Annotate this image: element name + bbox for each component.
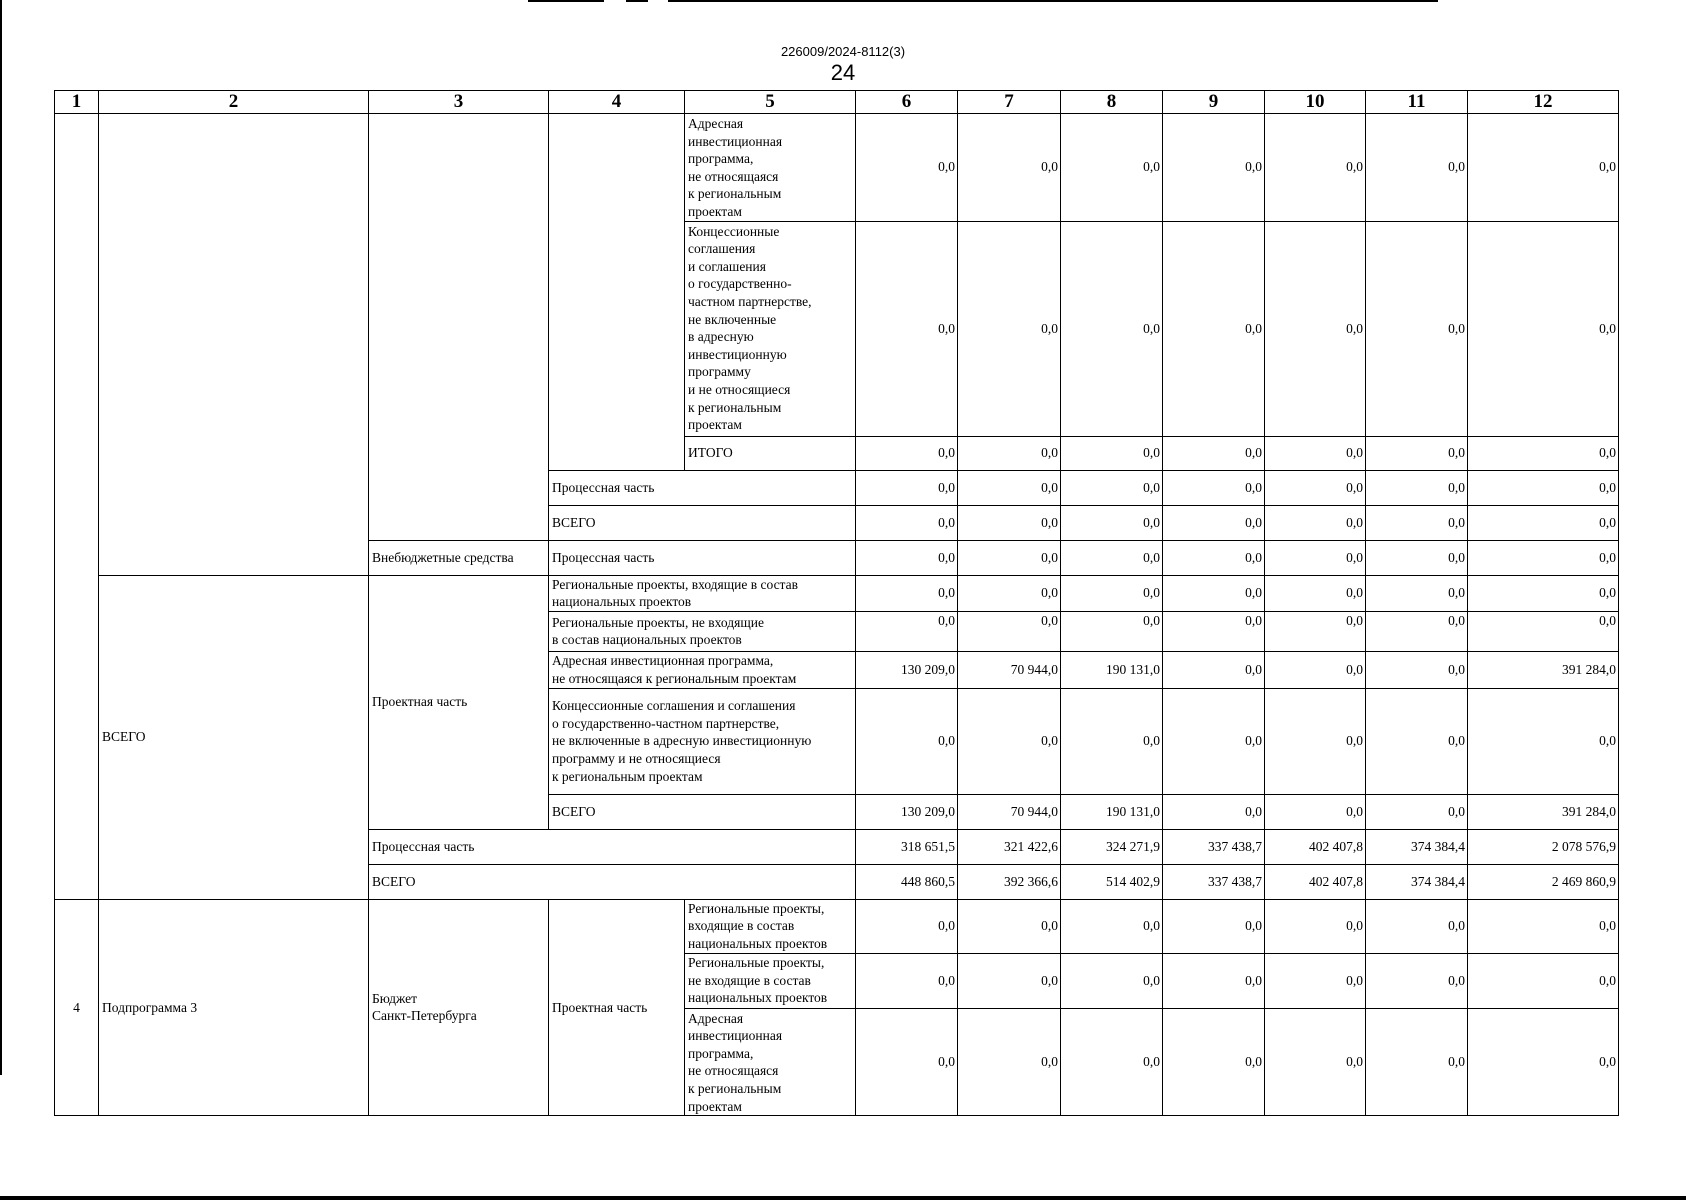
value-cell: 318 651,5 — [856, 829, 958, 864]
value-cell: 2 469 860,9 — [1468, 864, 1619, 899]
column-number-header-row — [55, 91, 1619, 114]
value-cell: 0,0 — [1265, 794, 1366, 829]
value-cell: 0,0 — [1468, 114, 1619, 222]
value-cell: 514 402,9 — [1061, 864, 1163, 899]
value-cell: 0,0 — [1468, 470, 1619, 505]
value-cell: 0,0 — [958, 114, 1061, 222]
table-row — [55, 899, 1619, 953]
top-scan-rule — [626, 0, 648, 2]
value-cell: 0,0 — [958, 1008, 1061, 1116]
value-cell: 0,0 — [1061, 1008, 1163, 1116]
top-scan-rule — [528, 0, 604, 2]
value-cell: 0,0 — [1265, 470, 1366, 505]
funding-source-cell — [369, 114, 549, 541]
column-header: 8 — [1061, 91, 1163, 114]
value-cell: 0,0 — [856, 436, 958, 470]
value-cell: 0,0 — [1468, 575, 1619, 611]
row-number: 4 — [55, 899, 99, 1115]
value-cell: 0,0 — [1163, 575, 1265, 611]
value-cell: 0,0 — [1061, 611, 1163, 651]
value-cell: 0,0 — [958, 505, 1061, 540]
value-cell: 0,0 — [856, 575, 958, 611]
program-name-label: ВСЕГО — [99, 575, 369, 899]
value-cell: 0,0 — [1366, 114, 1468, 222]
row-label: Процессная часть — [549, 540, 856, 575]
row-label: Процессная часть — [549, 470, 856, 505]
value-cell: 0,0 — [1468, 899, 1619, 953]
column-header: 10 — [1265, 91, 1366, 114]
value-cell: 0,0 — [1163, 114, 1265, 222]
value-cell: 0,0 — [1061, 540, 1163, 575]
value-cell: 324 271,9 — [1061, 829, 1163, 864]
value-cell: 0,0 — [1366, 575, 1468, 611]
value-cell: 0,0 — [1468, 611, 1619, 651]
value-cell: 130 209,0 — [856, 651, 958, 688]
column-header: 4 — [549, 91, 685, 114]
row-label: ИТОГО — [685, 436, 856, 470]
value-cell: 0,0 — [958, 953, 1061, 1008]
value-cell: 0,0 — [1366, 651, 1468, 688]
page-number: 24 — [830, 60, 856, 85]
value-cell: 0,0 — [1061, 221, 1163, 436]
value-cell: 0,0 — [1265, 221, 1366, 436]
value-cell: 448 860,5 — [856, 864, 958, 899]
table-row — [55, 114, 1619, 222]
value-cell: 0,0 — [1265, 436, 1366, 470]
value-cell: 70 944,0 — [958, 794, 1061, 829]
value-cell: 0,0 — [1468, 688, 1619, 794]
value-cell: 0,0 — [1265, 688, 1366, 794]
bottom-scan-rule — [0, 1196, 1686, 1200]
value-cell: 0,0 — [1163, 794, 1265, 829]
value-cell: 0,0 — [1163, 899, 1265, 953]
value-cell: 402 407,8 — [1265, 829, 1366, 864]
value-cell: 0,0 — [1163, 953, 1265, 1008]
value-cell: 0,0 — [1366, 1008, 1468, 1116]
left-scan-edge — [0, 0, 2, 1075]
value-cell: 0,0 — [1265, 114, 1366, 222]
row-label: Адресная инвестиционная программа, не относящаяся к региональным проектам — [685, 1008, 856, 1116]
value-cell: 337 438,7 — [1163, 829, 1265, 864]
column-header: 7 — [958, 91, 1061, 114]
value-cell: 392 366,6 — [958, 864, 1061, 899]
funding-source-label: Внебюджетные средства — [369, 540, 549, 575]
row-label: ВСЕГО — [549, 794, 856, 829]
value-cell: 130 209,0 — [856, 794, 958, 829]
value-cell: 0,0 — [1163, 651, 1265, 688]
value-cell: 0,0 — [1265, 1008, 1366, 1116]
budget-table — [54, 90, 1619, 1116]
column-header: 9 — [1163, 91, 1265, 114]
part-cell — [549, 114, 685, 471]
value-cell: 337 438,7 — [1163, 864, 1265, 899]
value-cell: 0,0 — [1468, 436, 1619, 470]
value-cell: 0,0 — [856, 953, 958, 1008]
value-cell: 0,0 — [1163, 1008, 1265, 1116]
value-cell: 0,0 — [1163, 540, 1265, 575]
row-label: Процессная часть — [369, 829, 856, 864]
value-cell: 0,0 — [1265, 505, 1366, 540]
value-cell: 0,0 — [1468, 221, 1619, 436]
value-cell: 0,0 — [1061, 953, 1163, 1008]
row-label: Региональные проекты, не входящие в состав национальных проектов — [549, 611, 856, 651]
value-cell: 0,0 — [958, 688, 1061, 794]
row-label: Региональные проекты, не входящие в состав национальных проектов — [685, 953, 856, 1008]
value-cell: 0,0 — [1468, 540, 1619, 575]
value-cell: 0,0 — [958, 899, 1061, 953]
part-label: Проектная часть — [549, 899, 685, 1115]
value-cell: 0,0 — [1265, 899, 1366, 953]
value-cell: 0,0 — [1468, 953, 1619, 1008]
value-cell: 0,0 — [1366, 611, 1468, 651]
value-cell: 0,0 — [1366, 221, 1468, 436]
value-cell: 0,0 — [1265, 953, 1366, 1008]
part-label: Проектная часть — [369, 575, 549, 829]
value-cell: 0,0 — [1366, 436, 1468, 470]
value-cell: 0,0 — [856, 1008, 958, 1116]
program-name-cell — [99, 114, 369, 576]
value-cell: 0,0 — [1366, 794, 1468, 829]
value-cell: 0,0 — [1163, 221, 1265, 436]
value-cell: 0,0 — [1163, 611, 1265, 651]
value-cell: 0,0 — [1366, 470, 1468, 505]
value-cell: 0,0 — [1265, 651, 1366, 688]
value-cell: 0,0 — [958, 470, 1061, 505]
value-cell: 0,0 — [856, 899, 958, 953]
value-cell: 0,0 — [1163, 505, 1265, 540]
value-cell: 0,0 — [958, 575, 1061, 611]
value-cell: 0,0 — [856, 540, 958, 575]
value-cell: 0,0 — [1163, 436, 1265, 470]
value-cell: 391 284,0 — [1468, 794, 1619, 829]
value-cell: 0,0 — [1366, 899, 1468, 953]
value-cell: 70 944,0 — [958, 651, 1061, 688]
row-label: Адресная инвестиционная программа, не относящаяся к региональным проектам — [549, 651, 856, 688]
value-cell: 190 131,0 — [1061, 794, 1163, 829]
value-cell: 0,0 — [958, 436, 1061, 470]
value-cell: 0,0 — [856, 505, 958, 540]
column-header: 5 — [685, 91, 856, 114]
value-cell: 374 384,4 — [1366, 864, 1468, 899]
value-cell: 0,0 — [1366, 505, 1468, 540]
value-cell: 0,0 — [856, 114, 958, 222]
value-cell: 321 422,6 — [958, 829, 1061, 864]
column-header: 12 — [1468, 91, 1619, 114]
value-cell: 0,0 — [856, 688, 958, 794]
value-cell: 0,0 — [1061, 505, 1163, 540]
value-cell: 0,0 — [856, 470, 958, 505]
column-header: 3 — [369, 91, 549, 114]
row-label: Региональные проекты, входящие в состав национальных проектов — [549, 575, 856, 611]
table-row — [55, 575, 1619, 611]
row-label: ВСЕГО — [549, 505, 856, 540]
column-header: 2 — [99, 91, 369, 114]
value-cell: 0,0 — [1468, 505, 1619, 540]
value-cell: 0,0 — [1366, 540, 1468, 575]
value-cell: 391 284,0 — [1468, 651, 1619, 688]
value-cell: 0,0 — [1061, 899, 1163, 953]
row-label: Региональные проекты, входящие в состав национальных проектов — [685, 899, 856, 953]
value-cell: 0,0 — [1061, 114, 1163, 222]
row-label: Адресная инвестиционная программа, не относящаяся к региональным проектам — [685, 114, 856, 222]
value-cell: 374 384,4 — [1366, 829, 1468, 864]
value-cell: 0,0 — [1265, 540, 1366, 575]
value-cell: 0,0 — [1366, 953, 1468, 1008]
column-header: 11 — [1366, 91, 1468, 114]
value-cell: 0,0 — [1163, 470, 1265, 505]
value-cell: 0,0 — [1265, 611, 1366, 651]
value-cell: 190 131,0 — [1061, 651, 1163, 688]
value-cell: 0,0 — [1366, 688, 1468, 794]
value-cell: 0,0 — [1061, 688, 1163, 794]
value-cell: 0,0 — [1163, 688, 1265, 794]
row-number-cell — [55, 114, 99, 900]
top-scan-rule — [668, 0, 1438, 2]
row-label: ВСЕГО — [369, 864, 856, 899]
value-cell: 0,0 — [958, 611, 1061, 651]
column-header: 1 — [55, 91, 99, 114]
value-cell: 0,0 — [1468, 1008, 1619, 1116]
value-cell: 0,0 — [958, 221, 1061, 436]
row-label: Концессионные соглашения и соглашения о государственно-частном партнерстве, не включенные в адресную инвестиционную программу и не относящиеся к региональным проектам — [549, 688, 856, 794]
value-cell: 0,0 — [1061, 436, 1163, 470]
row-label: Концессионные соглашения и соглашения о государственно- частном партнерстве, не включенные в адресную инвестиционную программу и не относящиеся к региональным проектам — [685, 221, 856, 436]
value-cell: 0,0 — [1061, 575, 1163, 611]
funding-source-label: Бюджет Санкт-Петербурга — [369, 899, 549, 1115]
value-cell: 402 407,8 — [1265, 864, 1366, 899]
value-cell: 0,0 — [1265, 575, 1366, 611]
value-cell: 0,0 — [856, 221, 958, 436]
value-cell: 0,0 — [1061, 470, 1163, 505]
value-cell: 0,0 — [958, 540, 1061, 575]
value-cell: 2 078 576,9 — [1468, 829, 1619, 864]
subprogram-name: Подпрограмма 3 — [99, 899, 369, 1115]
column-header: 6 — [856, 91, 958, 114]
document-registration-number: 226009/2024-8112(3) — [780, 44, 906, 59]
value-cell: 0,0 — [856, 611, 958, 651]
